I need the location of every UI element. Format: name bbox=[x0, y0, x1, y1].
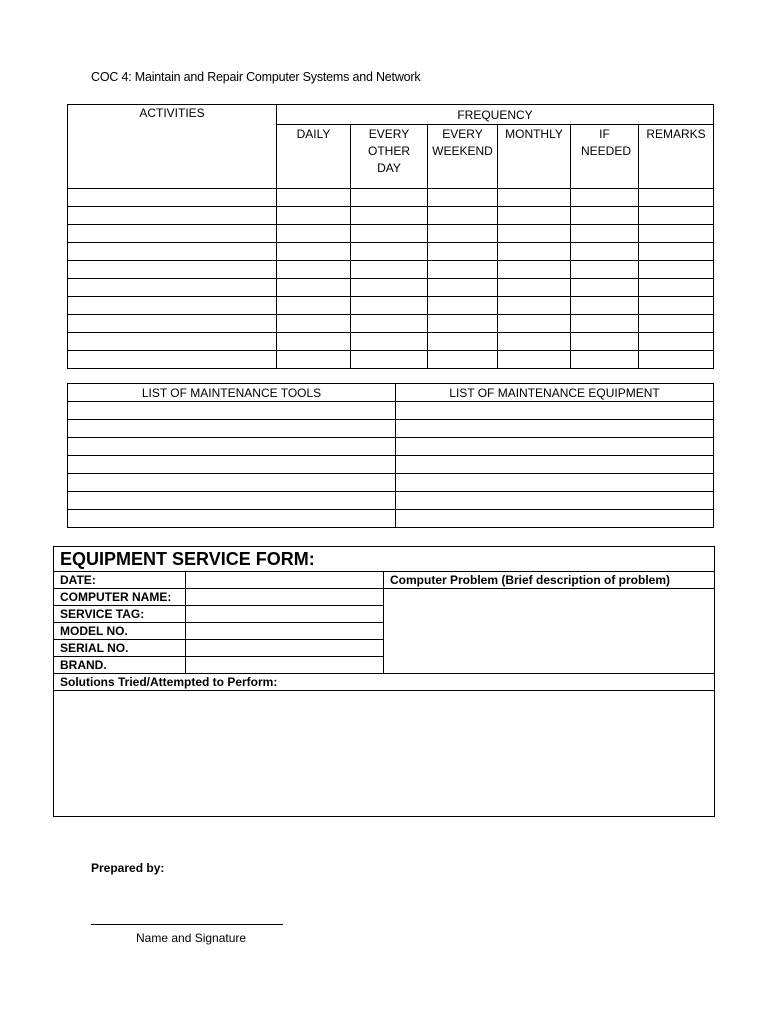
serial-no-field[interactable] bbox=[186, 640, 384, 657]
brand-label: BRAND. bbox=[54, 657, 186, 674]
service-tag-field[interactable] bbox=[186, 606, 384, 623]
prepared-by-label: Prepared by: bbox=[91, 861, 165, 875]
date-label: DATE: bbox=[54, 572, 186, 589]
signature-line[interactable] bbox=[91, 924, 283, 925]
table-row bbox=[68, 333, 714, 351]
col-daily: DAILY bbox=[277, 125, 351, 189]
document-title: COC 4: Maintain and Repair Computer Systems and Network bbox=[91, 70, 421, 84]
table-row bbox=[68, 438, 714, 456]
col-every-other-day: EVERY OTHER DAY bbox=[351, 125, 428, 189]
computer-name-label: COMPUTER NAME: bbox=[54, 589, 186, 606]
computer-name-field[interactable] bbox=[186, 589, 384, 606]
table-row bbox=[68, 207, 714, 225]
table-row bbox=[68, 402, 714, 420]
table-row bbox=[68, 492, 714, 510]
col-if-needed: IF NEEDED bbox=[571, 125, 639, 189]
table-row bbox=[68, 474, 714, 492]
col-every-weekend: EVERY WEEKEND bbox=[428, 125, 498, 189]
table-row bbox=[68, 351, 714, 369]
model-no-label: MODEL NO. bbox=[54, 623, 186, 640]
model-no-field[interactable] bbox=[186, 623, 384, 640]
brand-field[interactable] bbox=[186, 657, 384, 674]
col-monthly: MONTHLY bbox=[498, 125, 571, 189]
equipment-header: LIST OF MAINTENANCE EQUIPMENT bbox=[396, 384, 714, 402]
table-row bbox=[68, 420, 714, 438]
frequency-header: FREQUENCY bbox=[277, 105, 714, 125]
frequency-table bbox=[67, 104, 714, 369]
col-remarks: REMARKS bbox=[639, 125, 714, 189]
table-row bbox=[68, 456, 714, 474]
table-row bbox=[68, 189, 714, 207]
table-row bbox=[68, 225, 714, 243]
service-form-title: EQUIPMENT SERVICE FORM: bbox=[54, 547, 715, 572]
table-row bbox=[68, 315, 714, 333]
tools-equipment-table bbox=[67, 383, 714, 528]
table-row bbox=[68, 261, 714, 279]
activities-header: ACTIVITIES bbox=[68, 105, 277, 189]
name-and-signature-label: Name and Signature bbox=[136, 931, 247, 945]
table-row bbox=[68, 510, 714, 528]
tools-header: LIST OF MAINTENANCE TOOLS bbox=[68, 384, 396, 402]
table-row bbox=[68, 279, 714, 297]
table-row bbox=[68, 243, 714, 261]
computer-problem-field[interactable] bbox=[384, 589, 715, 674]
solutions-label: Solutions Tried/Attempted to Perform: bbox=[54, 674, 715, 691]
equipment-service-form bbox=[53, 546, 715, 817]
service-tag-label: SERVICE TAG: bbox=[54, 606, 186, 623]
date-field[interactable] bbox=[186, 572, 384, 589]
solutions-field[interactable] bbox=[54, 691, 715, 817]
computer-problem-label: Computer Problem (Brief description of problem) bbox=[384, 572, 715, 589]
serial-no-label: SERIAL NO. bbox=[54, 640, 186, 657]
table-row bbox=[68, 297, 714, 315]
